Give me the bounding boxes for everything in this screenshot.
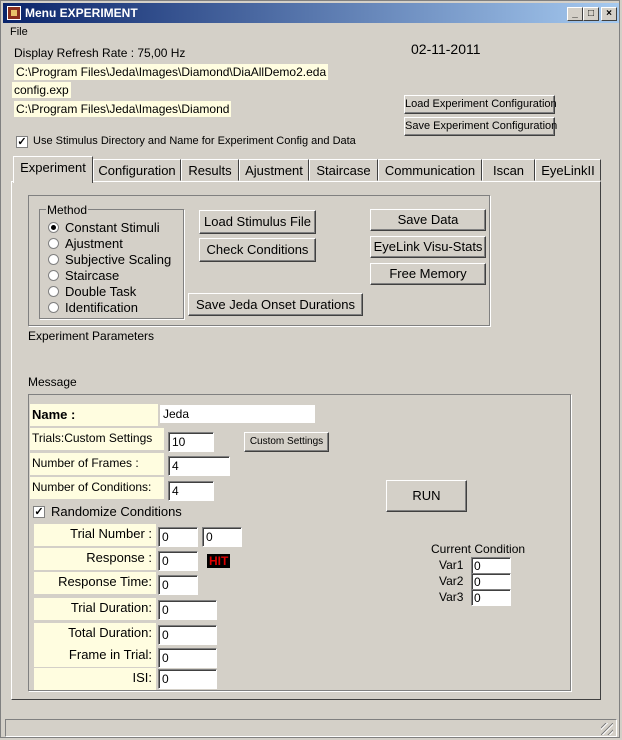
config-path-line2: config.exp (14, 83, 69, 97)
response-time-label: Response Time: (34, 572, 156, 594)
trial-duration-field[interactable]: 0 (158, 600, 217, 620)
trials-label: Trials:Custom Settings (30, 428, 164, 450)
tab-eyelinkii[interactable]: EyeLinkII (535, 159, 601, 181)
method-radio-ajustment[interactable] (48, 238, 59, 249)
response-time-field[interactable]: 0 (158, 575, 198, 595)
maximize-button[interactable]: □ (583, 7, 599, 21)
check-conditions-button[interactable]: Check Conditions (199, 238, 316, 262)
method-label-ajustment: Ajustment (65, 236, 123, 251)
total-duration-label: Total Duration: (34, 623, 156, 645)
save-experiment-config-button[interactable]: Save Experiment Configuration (404, 117, 555, 136)
window-title: Menu EXPERIMENT (25, 6, 138, 20)
method-radio-constant-stimuli[interactable] (48, 222, 59, 233)
free-memory-button[interactable]: Free Memory (370, 263, 486, 285)
save-onset-durations-button[interactable]: Save Jeda Onset Durations (188, 293, 363, 316)
response-label: Response : (34, 548, 156, 570)
close-button[interactable]: × (601, 7, 617, 21)
var1-label: Var1 (439, 558, 464, 572)
frames-label: Number of Frames : (30, 453, 164, 475)
method-label-subjective-scaling: Subjective Scaling (65, 252, 172, 267)
tab-communication[interactable]: Communication (378, 159, 482, 181)
method-radio-subjective-scaling[interactable] (48, 254, 59, 265)
randomize-checkbox[interactable]: ✓ (34, 506, 44, 518)
trial-number-field-1[interactable]: 0 (158, 527, 198, 547)
method-label-constant-stimuli: Constant Stimuli (65, 220, 160, 235)
conditions-field[interactable]: 4 (168, 481, 214, 501)
name-label: Name : (30, 404, 158, 426)
method-radio-staircase[interactable] (48, 270, 59, 281)
tab-ajustment[interactable]: Ajustment (239, 159, 309, 181)
trial-number-label: Trial Number : (34, 524, 156, 546)
refresh-rate-label: Display Refresh Rate : 75,00 Hz (14, 46, 186, 60)
message-legend: Message (28, 375, 77, 389)
method-radio-identification[interactable] (48, 302, 59, 313)
title-bar[interactable] (3, 3, 619, 23)
hit-indicator: HIT (209, 554, 229, 568)
method-label-double-task: Double Task (65, 284, 137, 299)
total-duration-field[interactable]: 0 (158, 625, 217, 645)
load-experiment-config-button[interactable]: Load Experiment Configuration (404, 95, 555, 114)
method-label-identification: Identification (65, 300, 138, 315)
var3-label: Var3 (439, 590, 464, 604)
isi-label: ISI: (34, 668, 156, 690)
method-label-staircase: Staircase (65, 268, 120, 283)
tab-experiment[interactable]: Experiment (13, 156, 93, 183)
var1-field[interactable]: 0 (471, 557, 511, 574)
config-path-line1: C:\Program Files\Jeda\Images\Diamond\DiaAllDemo2.eda (16, 65, 327, 79)
randomize-label: Randomize Conditions (51, 504, 182, 519)
name-field[interactable]: Jeda (160, 405, 315, 423)
experiment-parameters-label: Experiment Parameters (28, 329, 155, 343)
tab-configuration[interactable]: Configuration (93, 159, 181, 181)
frames-field[interactable]: 4 (168, 456, 230, 476)
date-label: 02-11-2011 (411, 41, 481, 57)
custom-settings-button[interactable]: Custom Settings (244, 432, 329, 452)
method-radio-double-task[interactable] (48, 286, 59, 297)
response-field[interactable]: 0 (158, 551, 198, 571)
frame-in-trial-label: Frame in Trial: (34, 645, 156, 667)
tab-staircase[interactable]: Staircase (309, 159, 378, 181)
current-condition-label: Current Condition (431, 542, 526, 556)
var3-field[interactable]: 0 (471, 589, 511, 606)
save-data-button[interactable]: Save Data (370, 209, 486, 231)
frame-in-trial-field[interactable]: 0 (158, 648, 217, 668)
load-stimulus-file-button[interactable]: Load Stimulus File (199, 210, 316, 234)
use-stimulus-label: Use Stimulus Directory and Name for Experiment Config and Data (33, 135, 356, 147)
app-icon (7, 6, 21, 20)
isi-field[interactable]: 0 (158, 669, 217, 689)
tab-iscan[interactable]: Iscan (482, 159, 535, 181)
run-button[interactable]: RUN (386, 480, 467, 512)
stimulus-directory: C:\Program Files\Jeda\Images\Diamond (16, 102, 230, 116)
var2-label: Var2 (439, 574, 464, 588)
minimize-button[interactable]: _ (567, 7, 583, 21)
tab-results[interactable]: Results (181, 159, 239, 181)
trial-duration-label: Trial Duration: (34, 598, 156, 620)
status-bar (5, 719, 617, 737)
menu-file[interactable]: File (10, 26, 28, 38)
resize-grip-icon[interactable] (601, 723, 613, 735)
use-stimulus-checkbox[interactable]: ✓ (17, 136, 27, 148)
method-legend: Method (47, 203, 88, 217)
eyelink-visu-stats-button[interactable]: EyeLink Visu-Stats (370, 236, 486, 258)
trial-number-field-2[interactable]: 0 (202, 527, 242, 547)
conditions-label: Number of Conditions: (30, 477, 164, 499)
trials-field[interactable]: 10 (168, 432, 214, 452)
var2-field[interactable]: 0 (471, 573, 511, 590)
